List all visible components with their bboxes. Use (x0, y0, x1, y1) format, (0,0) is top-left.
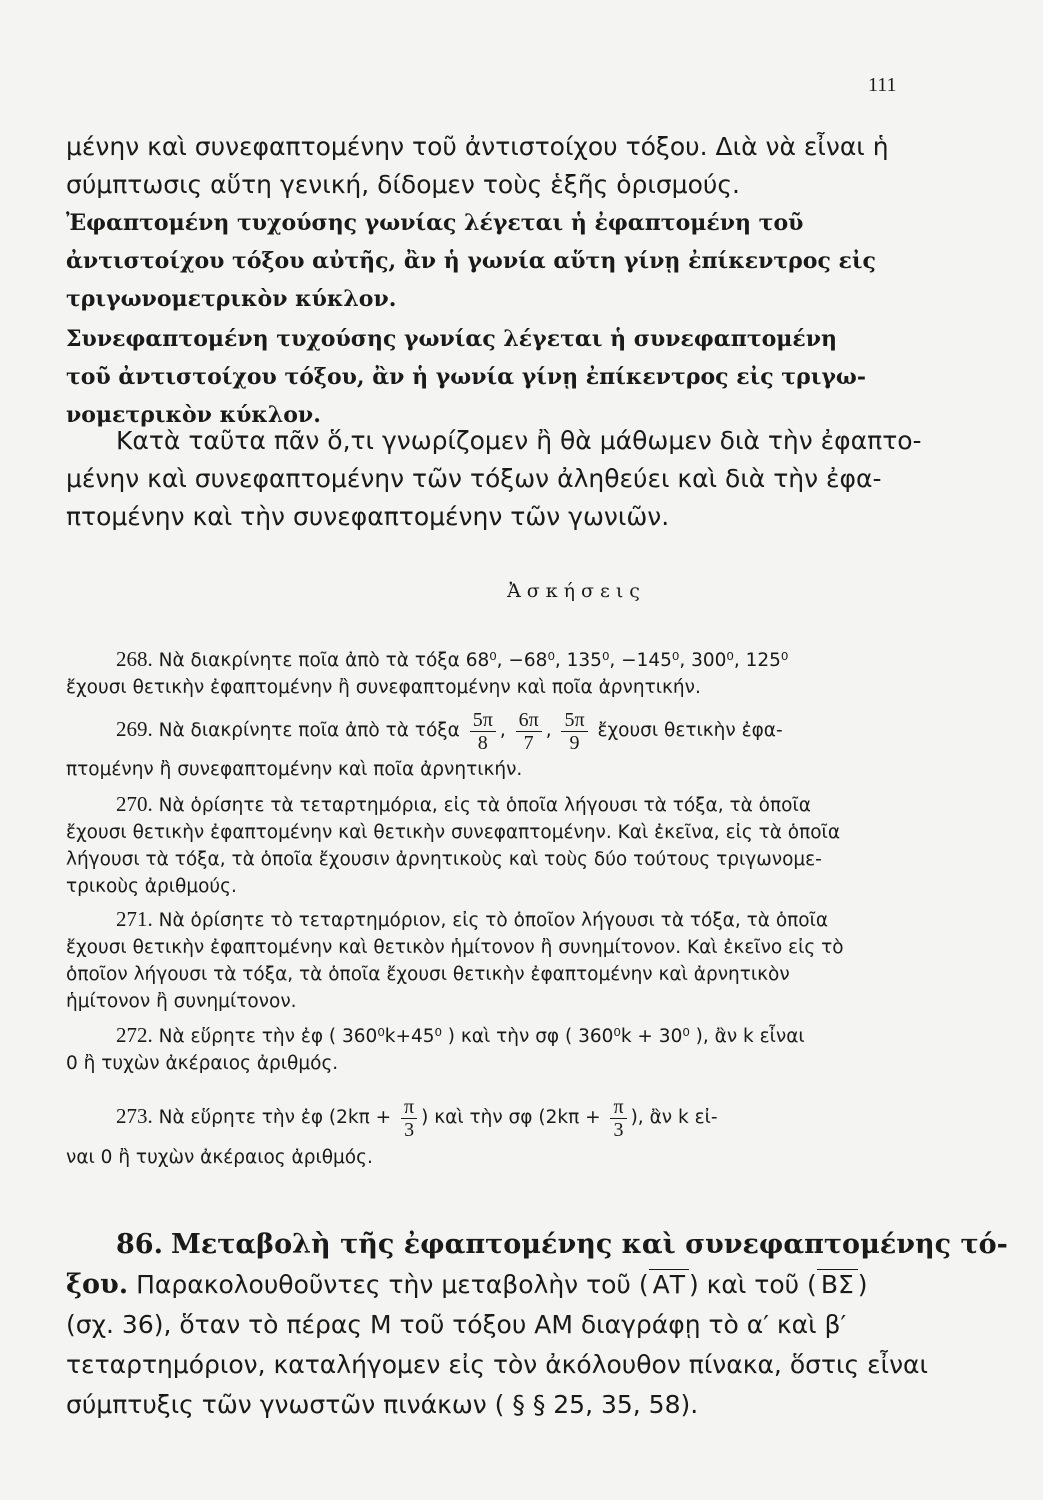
text-line: νομετρικὸν κύκλον. (66, 402, 321, 428)
exercise-text: ναι 0 ἢ τυχὼν ἀκέραιος ἀριθμός. (66, 1147, 373, 1168)
exercise-text: λήγουσι τὰ τόξα, τὰ ὁποῖα ἔχουσιν ἀρνητικοὺς καὶ τοὺς δύο τούτους τριγωνομε- (66, 849, 822, 870)
exercise-text: 0 ἢ τυχὼν ἀκέραιος ἀριθμός. (66, 1053, 339, 1074)
section-title-cont: ξου. (66, 1269, 129, 1300)
text-line: Ἐφαπτομένη τυχούσης γωνίας λέγεται ἡ ἐφαπτομένη τοῦ (66, 210, 804, 236)
exercise-text: Νὰ διακρίνητε ποῖα ἀπὸ τὰ τόξα 68⁰, −68⁰, 135⁰, −145⁰, 300⁰, 125⁰ (158, 650, 789, 671)
section-text: Παρακολουθοῦντες τὴν μεταβολὴν τοῦ ( (136, 1270, 649, 1299)
exercise-number: 273. (116, 1104, 153, 1128)
text-line: τριγωνομετρικὸν κύκλον. (66, 286, 397, 312)
exercise-text: ) καὶ τὴν σφ (2kπ + (421, 1107, 601, 1128)
exercise-text: Νὰ διακρίνητε ποῖα ἀπὸ τὰ τόξα (158, 720, 460, 741)
exercise-number: 270. (116, 792, 153, 816)
exercise-number: 269. (116, 717, 153, 741)
exercise-269: 269. Νὰ διακρίνητε ποῖα ἀπὸ τὰ τόξα $\frac{5\pi}{8}$ , $\frac{6\pi}{7}$ , $\frac{5\pi}{9}$ ἔχουσι θετικὴν ἐφα- πτομένην ἢ συνεφαπτομένην καὶ ποῖα ἀρνητικήν. (66, 704, 916, 783)
section-text: σύμπτυξις τῶν γνωστῶν πινάκων ( § § 25, 35, 58). (66, 1390, 699, 1419)
exercise-text: ἔχουσι θετικὴν ἐφαπτομένην καὶ θετικὴν συνεφαπτομένην. Καὶ ἐκεῖνα, εἰς τὰ ὁποῖα (66, 822, 841, 843)
section-text: (σχ. 36), ὅταν τὸ πέρας Μ τοῦ τόξου ΑΜ διαγράφῃ τὸ α′ καὶ β′ (66, 1310, 847, 1339)
exercise-268 (66, 646, 916, 701)
exercise-text: ἔχουσι θετικὴν ἐφαπτομένην καὶ θετικὸν ἡμίτονον ἢ συνημίτονον. Καὶ ἐκεῖνο εἰς τὸ (66, 937, 844, 958)
section-86 (66, 1225, 1008, 1425)
text-line: τοῦ ἀντιστοίχου τόξου, ἂν ἡ γωνία γίνῃ ἐπίκεντρος εἰς τριγω- (66, 364, 866, 390)
fraction: $\frac{\pi}{3}$ (610, 1096, 626, 1141)
section-number: 86. (116, 1229, 163, 1260)
exercise-270 (66, 791, 916, 900)
text-line: ἀντιστοίχου τόξου αὐτῆς, ἂν ἡ γωνία αὕτη γίνῃ ἐπίκεντρος εἰς (66, 248, 876, 274)
text-line: μένην καὶ συνεφαπτομένην τοῦ ἀντιστοίχου τόξου. Διὰ νὰ εἶναι ἡ (66, 132, 889, 161)
exercise-273 (66, 1090, 916, 1171)
exercise-text: Νὰ ὁρίσητε τὰ τεταρτημόρια, εἰς τὰ ὁποῖα λήγουσι τὰ τόξα, τὰ ὁποῖα (158, 795, 811, 816)
exercise-text: τρικοὺς ἀριθμούς. (66, 876, 237, 897)
definition-cotangent (66, 320, 916, 434)
exercise-text: ἔχουσι θετικὴν ἐφα- (597, 720, 783, 741)
arc-label: ΒΣ (817, 1269, 858, 1299)
section-title: Μεταβολὴ τῆς ἐφαπτομένης καὶ συνεφαπτομένης τό- (170, 1229, 1008, 1260)
fraction: $\frac{5\pi}{8}$ (470, 709, 496, 754)
fraction: $\frac{\pi}{3}$ (401, 1096, 417, 1141)
exercise-text: ἔχουσι θετικὴν ἐφαπτομένην ἢ συνεφαπτομένην καὶ ποῖα ἀρνητικήν. (66, 677, 701, 698)
arc-label: ΑΤ (649, 1269, 689, 1299)
exercise-number: 268. (116, 647, 153, 671)
exercise-number: 272. (116, 1023, 153, 1047)
fraction: $\frac{5\pi}{9}$ (561, 709, 587, 754)
exercise-text: ὁποῖον λήγουσι τὰ τόξα, τὰ ὁποῖα ἔχουσι θετικὴν ἐφαπτομένην καὶ ἀρνητικὸν (66, 964, 790, 985)
exercise-text: Νὰ εὕρητε τὴν ἐφ (2kπ + (158, 1107, 392, 1128)
section-text: τεταρτημόριον, καταλήγομεν εἰς τὸν ἀκόλουθον πίνακα, ὅστις εἶναι (66, 1350, 928, 1379)
conclusion-paragraph (66, 422, 922, 536)
text-line: πτομένην καὶ τὴν συνεφαπτομένην τῶν γωνιῶν. (66, 502, 670, 531)
exercise-271 (66, 906, 916, 1015)
section-text: ) (857, 1270, 868, 1299)
text-line: Συνεφαπτομένη τυχούσης γωνίας λέγεται ἡ συνεφαπτομένη (66, 326, 838, 352)
text-line: Κατὰ ταῦτα πᾶν ὅ,τι γνωρίζομεν ἢ θὰ μάθωμεν διὰ τὴν ἐφαπτο- (116, 426, 922, 455)
exercise-text: πτομένην ἢ συνεφαπτομένην καὶ ποῖα ἀρνητικήν. (66, 759, 523, 780)
fraction: $\frac{6\pi}{7}$ (516, 709, 542, 754)
section-text: ) καὶ τοῦ ( (688, 1270, 817, 1299)
exercise-text: ἡμίτονον ἢ συνημίτονον. (66, 991, 297, 1012)
definition-tangent (66, 204, 916, 318)
exercises-heading: Ἀσκήσεις (507, 580, 646, 602)
exercise-text: Νὰ ὁρίσητε τὸ τεταρτημόριον, εἰς τὸ ὁποῖον λήγουσι τὰ τόξα, τὰ ὁποῖα (158, 910, 829, 931)
page-number: 111 (868, 74, 897, 96)
text-line: σύμπτωσις αὕτη γενική, δίδομεν τοὺς ἑξῆς ὁρισμούς. (66, 170, 740, 199)
intro-paragraph (66, 128, 916, 204)
exercise-272 (66, 1022, 916, 1077)
text-line: μένην καὶ συνεφαπτομένην τῶν τόξων ἀληθεύει καὶ διὰ τὴν ἐφα- (66, 464, 882, 493)
exercise-text: Νὰ εὕρητε τὴν ἐφ ( 360⁰k+45⁰ ) καὶ τὴν σφ ( 360⁰k + 30⁰ ), ἂν k εἶναι (158, 1026, 805, 1047)
exercise-number: 271. (116, 907, 153, 931)
exercise-text: ), ἂν k εἰ- (630, 1107, 718, 1128)
